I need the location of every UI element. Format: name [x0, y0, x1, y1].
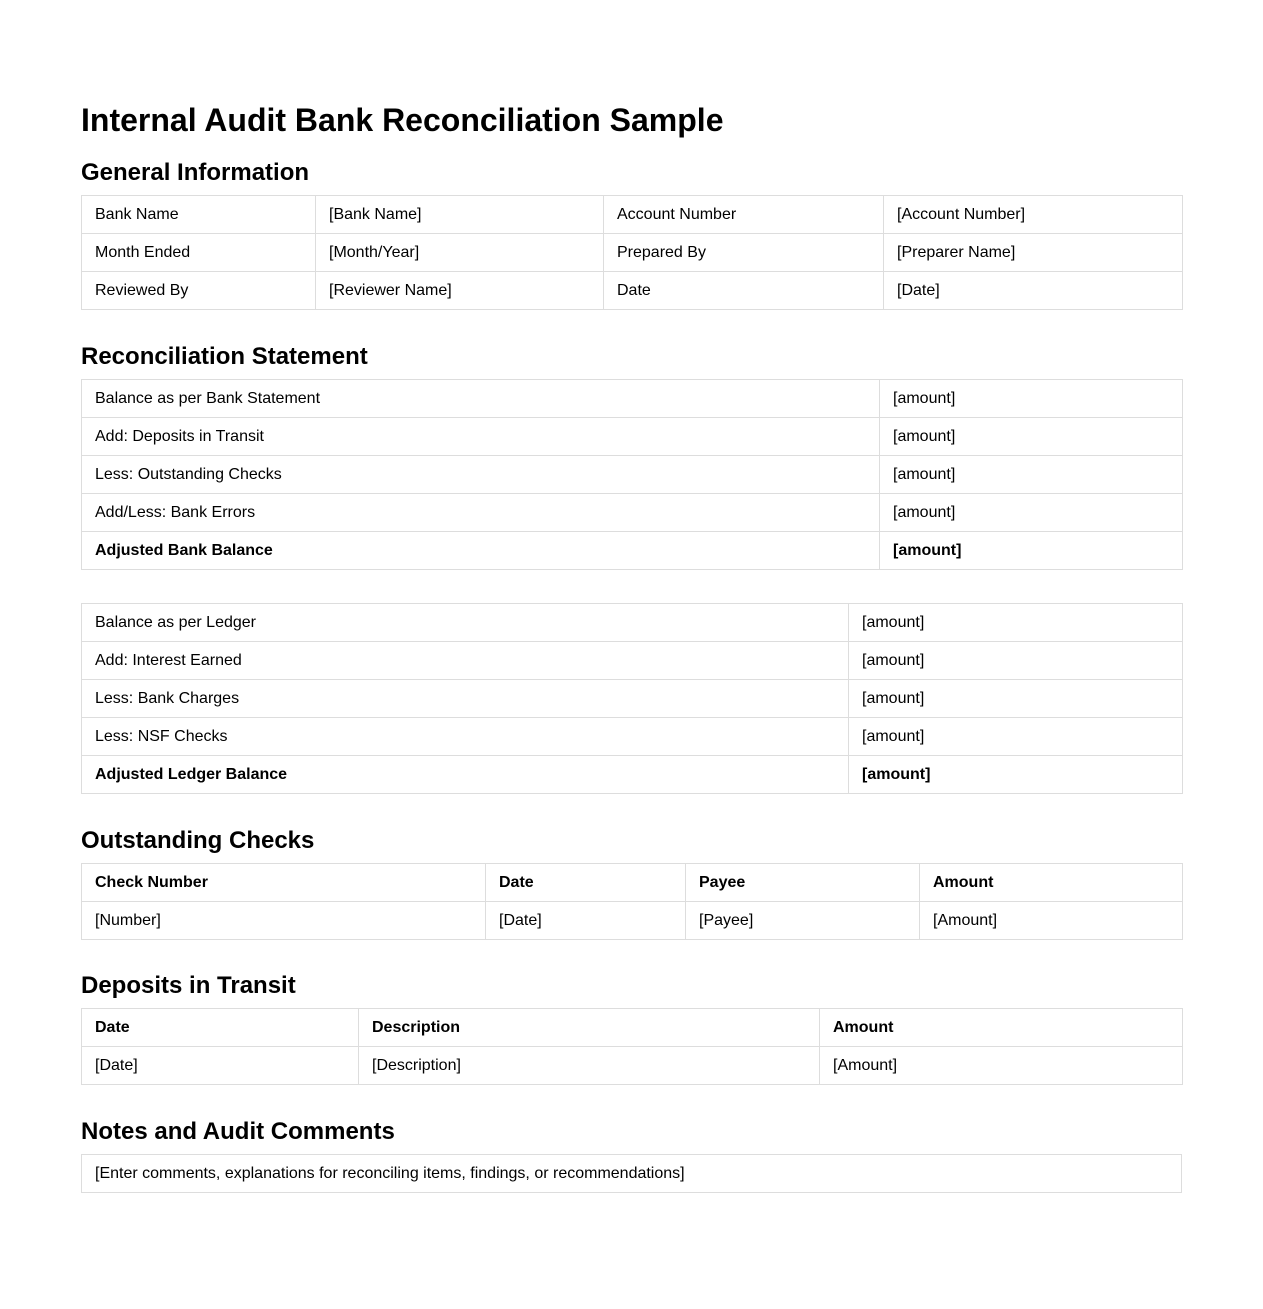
general-information-table	[81, 195, 1183, 310]
interest-earned-amount[interactable]: [amount]	[849, 642, 1183, 680]
page-title: Internal Audit Bank Reconciliation Sample	[81, 102, 724, 138]
outstanding-checks-table	[81, 863, 1183, 940]
table-row	[82, 902, 1183, 940]
balance-per-ledger-label: Balance as per Ledger	[82, 604, 849, 642]
nsf-checks-label: Less: NSF Checks	[82, 718, 849, 756]
table-header-row	[82, 1009, 1183, 1047]
balance-per-ledger-amount[interactable]: [amount]	[849, 604, 1183, 642]
prepared-by-field[interactable]: [Preparer Name]	[884, 234, 1183, 272]
table-row	[82, 272, 1183, 310]
check-payee-cell[interactable]: [Payee]	[686, 902, 920, 940]
deposits-in-transit-amount[interactable]: [amount]	[880, 418, 1183, 456]
table-row	[82, 532, 1183, 570]
date-label: Date	[604, 272, 884, 310]
table-row	[82, 234, 1183, 272]
check-date-cell[interactable]: [Date]	[486, 902, 686, 940]
outstanding-checks-heading: Outstanding Checks	[81, 827, 315, 854]
table-row	[82, 380, 1183, 418]
table-row	[82, 494, 1183, 532]
check-number-cell[interactable]: [Number]	[82, 902, 486, 940]
adjusted-ledger-balance-label: Adjusted Ledger Balance	[82, 756, 849, 794]
adjusted-ledger-balance-amount[interactable]: [amount]	[849, 756, 1183, 794]
notes-field[interactable]: [Enter comments, explanations for reconciling items, findings, or recommendations]	[82, 1155, 1182, 1193]
adjusted-bank-balance-amount[interactable]: [amount]	[880, 532, 1183, 570]
account-number-field[interactable]: [Account Number]	[884, 196, 1183, 234]
table-row	[82, 418, 1183, 456]
bank-errors-label: Add/Less: Bank Errors	[82, 494, 880, 532]
reviewed-by-label: Reviewed By	[82, 272, 316, 310]
column-header-amount: Amount	[920, 864, 1183, 902]
table-row	[82, 604, 1183, 642]
deposit-description-cell[interactable]: [Description]	[359, 1047, 820, 1085]
column-header-description: Description	[359, 1009, 820, 1047]
balance-per-bank-label: Balance as per Bank Statement	[82, 380, 880, 418]
outstanding-checks-amount[interactable]: [amount]	[880, 456, 1183, 494]
reviewed-by-field[interactable]: [Reviewer Name]	[316, 272, 604, 310]
notes-table	[81, 1154, 1182, 1193]
account-number-label: Account Number	[604, 196, 884, 234]
deposit-amount-cell[interactable]: [Amount]	[820, 1047, 1183, 1085]
bank-reconciliation-table	[81, 379, 1183, 570]
outstanding-checks-label: Less: Outstanding Checks	[82, 456, 880, 494]
deposits-in-transit-label: Add: Deposits in Transit	[82, 418, 880, 456]
table-row	[82, 756, 1183, 794]
table-row	[82, 1155, 1182, 1193]
date-field[interactable]: [Date]	[884, 272, 1183, 310]
column-header-check-number: Check Number	[82, 864, 486, 902]
adjusted-bank-balance-label: Adjusted Bank Balance	[82, 532, 880, 570]
table-row	[82, 680, 1183, 718]
prepared-by-label: Prepared By	[604, 234, 884, 272]
column-header-payee: Payee	[686, 864, 920, 902]
bank-charges-label: Less: Bank Charges	[82, 680, 849, 718]
table-row	[82, 718, 1183, 756]
column-header-date: Date	[486, 864, 686, 902]
check-amount-cell[interactable]: [Amount]	[920, 902, 1183, 940]
column-header-amount: Amount	[820, 1009, 1183, 1047]
general-information-heading: General Information	[81, 159, 310, 186]
deposits-in-transit-table	[81, 1008, 1183, 1085]
table-row	[82, 1047, 1183, 1085]
interest-earned-label: Add: Interest Earned	[82, 642, 849, 680]
deposit-date-cell[interactable]: [Date]	[82, 1047, 359, 1085]
bank-name-field[interactable]: [Bank Name]	[316, 196, 604, 234]
table-row	[82, 642, 1183, 680]
table-header-row	[82, 864, 1183, 902]
bank-errors-amount[interactable]: [amount]	[880, 494, 1183, 532]
bank-charges-amount[interactable]: [amount]	[849, 680, 1183, 718]
notes-heading: Notes and Audit Comments	[81, 1118, 395, 1145]
month-ended-field[interactable]: [Month/Year]	[316, 234, 604, 272]
reconciliation-statement-heading: Reconciliation Statement	[81, 343, 368, 370]
balance-per-bank-amount[interactable]: [amount]	[880, 380, 1183, 418]
table-row	[82, 196, 1183, 234]
table-row	[82, 456, 1183, 494]
month-ended-label: Month Ended	[82, 234, 316, 272]
ledger-reconciliation-table	[81, 603, 1183, 794]
column-header-date: Date	[82, 1009, 359, 1047]
nsf-checks-amount[interactable]: [amount]	[849, 718, 1183, 756]
deposits-in-transit-heading: Deposits in Transit	[81, 972, 296, 999]
bank-name-label: Bank Name	[82, 196, 316, 234]
